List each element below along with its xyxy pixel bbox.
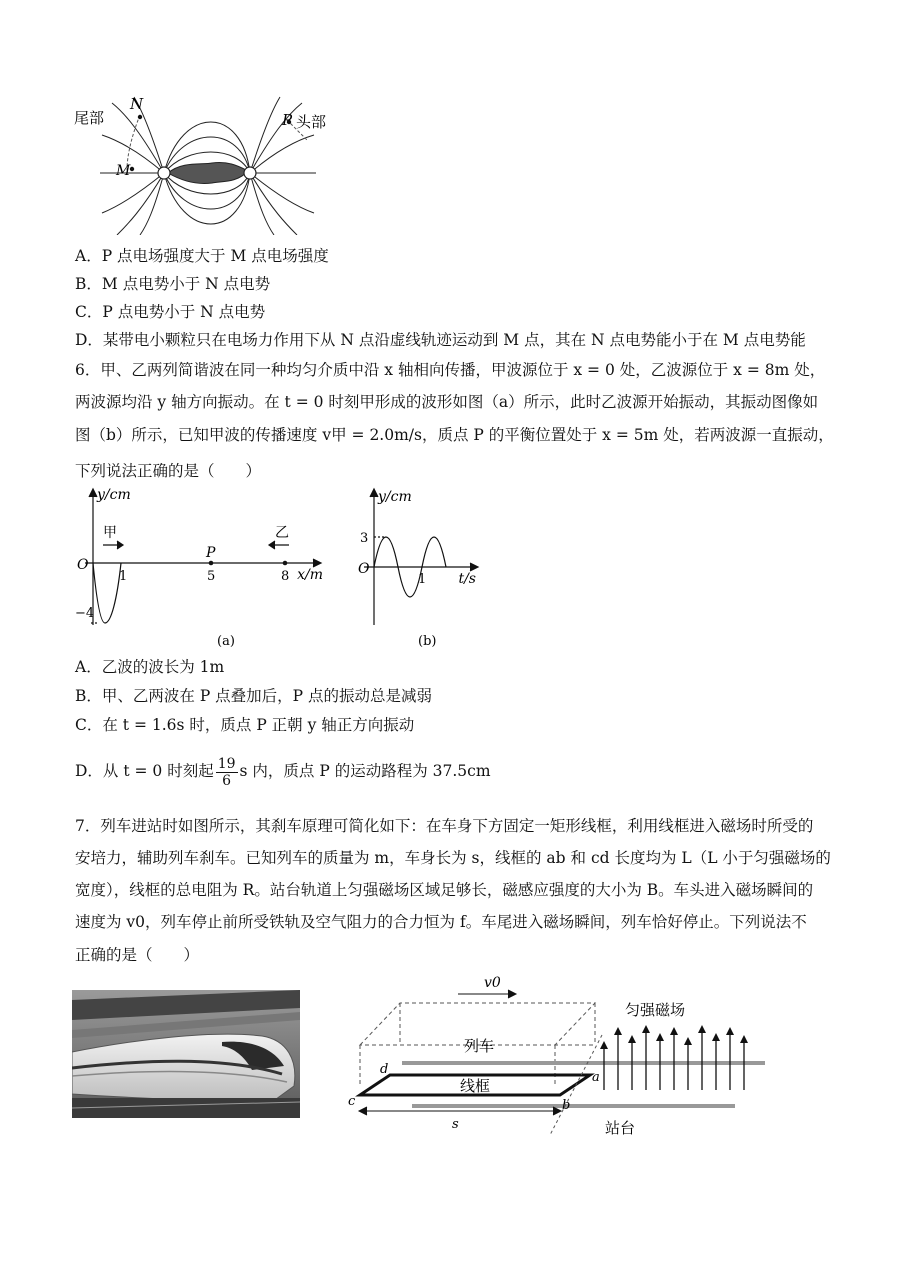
fraction-denominator: 6 xyxy=(222,772,232,789)
tail-label: 尾部 xyxy=(74,109,105,127)
fig-a-tick-1: 1 xyxy=(119,569,128,584)
velocity-label: v0 xyxy=(484,975,501,991)
corner-d-label: d xyxy=(380,1062,389,1077)
fig-a-caption: (a) xyxy=(217,634,235,649)
q6-option-d-suffix: s 内，质点 P 的运动路程为 37.5cm xyxy=(239,762,491,780)
q5-option-c: C．P 点电势小于 N 点电势 xyxy=(75,303,266,321)
corner-c-label: c xyxy=(348,1094,356,1109)
fig-a-origin: O xyxy=(77,557,89,573)
q6-stem-line4: 下列说法正确的是（ ） xyxy=(75,462,262,480)
fig-b-caption: (b) xyxy=(418,634,437,649)
point-p-label: P xyxy=(282,111,293,129)
fig-b-xlabel: t/s xyxy=(458,571,476,587)
magnetic-field-label: 匀强磁场 xyxy=(625,1001,686,1019)
wave-figure-a xyxy=(75,485,345,650)
fig-a-tick-8: 8 xyxy=(281,569,290,584)
q7-stem-line1: 7．列车进站时如图所示，其刹车原理可简化如下：在车身下方固定一矩形线框，利用线框进入磁场时所受的 xyxy=(75,817,814,835)
q6-stem-line2: 两波源均沿 y 轴方向振动。在 t = 0 时刻甲形成的波形如图（a）所示，此时乙波源开始振动，其振动图像如 xyxy=(75,393,819,411)
fig-b-origin: O xyxy=(358,561,370,577)
q6-option-d-prefix: D．从 t = 0 时刻起 xyxy=(75,762,214,780)
length-s-label: s xyxy=(452,1117,459,1132)
fig-b-ylabel: y/cm xyxy=(378,489,412,505)
fig-a-tick-5: 5 xyxy=(207,569,216,584)
q6-option-d-fraction xyxy=(216,756,238,789)
platform-label: 站台 xyxy=(605,1119,636,1137)
q6-stem-line1: 6．甲、乙两列简谐波在同一种均匀介质中沿 x 轴相向传播，甲波源位于 x = 0 处，乙波源位于 x = 8m 处， xyxy=(75,361,826,379)
fig-b-ytick: 3 xyxy=(360,531,369,546)
q7-stem-line4: 速度为 v0，列车停止前所受铁轨及空气阻力的合力恒为 f。车尾进入磁场瞬间，列车恰好停止。下列说法不 xyxy=(75,913,807,931)
q5-option-b: B．M 点电势小于 N 点电势 xyxy=(75,275,271,293)
corner-a-label: a xyxy=(592,1070,600,1085)
frame-label: 线框 xyxy=(460,1077,491,1095)
q6-option-c: C．在 t = 1.6s 时，质点 P 正朝 y 轴正方向振动 xyxy=(75,716,415,734)
maglev-diagram xyxy=(340,965,780,1140)
q7-stem-line2: 安培力，辅助列车刹车。已知列车的质量为 m，车身长为 s，线框的 ab 和 cd 长度均为 L（L 小于匀强磁场的 xyxy=(75,849,831,867)
q7-stem-line3: 宽度），线框的总电阻为 R。站台轨道上匀强磁场区域足够长，磁感应强度的大小为 B。车头进入磁场瞬间的 xyxy=(75,881,814,899)
point-n-label: N xyxy=(130,95,144,113)
q5-option-d: D．某带电小颗粒只在电场力作用下从 N 点沿虚线轨迹运动到 M 点，其在 N 点电势能小于在 M 点电势能 xyxy=(75,331,806,349)
q6-option-a: A．乙波的波长为 1m xyxy=(75,658,225,676)
fig-a-wave-yi: 乙 xyxy=(275,525,289,541)
train-photo xyxy=(72,990,300,1118)
train-label: 列车 xyxy=(464,1037,495,1055)
q6-stem-line3: 图（b）所示，已知甲波的传播速度 v甲 = 2.0m/s，质点 P 的平衡位置处于 x = 5m 处，若两波源一直振动， xyxy=(75,426,834,444)
fig-b-tick-1: 1 xyxy=(418,572,427,587)
fig-a-ylabel: y/cm xyxy=(97,487,131,503)
corner-b-label: b xyxy=(562,1098,571,1113)
fig-a-xlabel: x/m xyxy=(297,567,323,583)
point-m-label: M xyxy=(116,163,131,179)
q6-option-b: B．甲、乙两波在 P 点叠加后，P 点的振动总是减弱 xyxy=(75,687,433,705)
q5-option-a: A．P 点电场强度大于 M 点电场强度 xyxy=(75,247,329,265)
q6-option-d xyxy=(75,754,491,789)
fig-a-wave-jia: 甲 xyxy=(103,525,117,541)
fig-a-ytick: −4 xyxy=(75,606,95,621)
fig-a-point-p: P xyxy=(206,545,216,561)
wave-figure-b xyxy=(352,485,487,650)
fraction-numerator: 19 xyxy=(217,755,236,772)
electric-field-figure xyxy=(72,95,352,235)
q7-stem-line5: 正确的是（ ） xyxy=(75,946,200,964)
head-label: 头部 xyxy=(296,113,327,131)
